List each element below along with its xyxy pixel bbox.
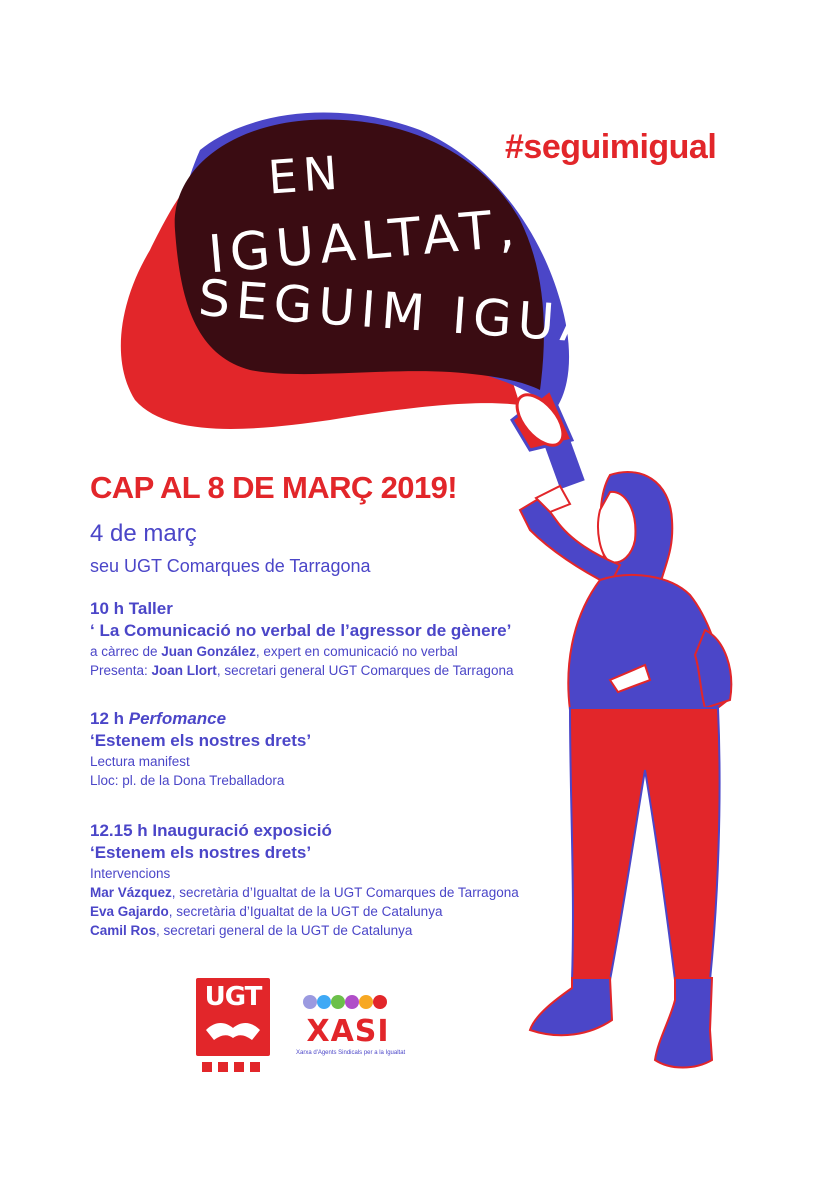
right-shoe-shape [655, 978, 712, 1068]
event-date: 4 de març [90, 520, 197, 547]
hashtag: #seguimigual [505, 128, 717, 166]
xasi-logo-text: XASI [306, 1014, 390, 1049]
block3-title: 12.15 h Inauguració exposició [90, 821, 332, 840]
speaker-name: Mar Vázquez [90, 885, 172, 900]
speaker-name: Eva Gajardo [90, 904, 169, 919]
speaker-row: Eva Gajardo, secretària d’Igualtat de la UGT de Catalunya [90, 904, 443, 919]
block1-line-1: a càrrec de Juan González, expert en comunicació no verbal [90, 644, 458, 659]
left-shoe-shape [530, 978, 612, 1035]
block1-line-2: Presenta: Joan Llort, secretari general UGT Comarques de Tarragona [90, 663, 514, 678]
ugt-logo-text: UGT [204, 982, 262, 1012]
xasi-logo [296, 992, 406, 1062]
trousers-shape [570, 708, 720, 980]
headline: CAP AL 8 DE MARÇ 2019! [90, 470, 457, 505]
block3-subtitle: ‘Estenem els nostres drets’ [90, 843, 312, 862]
ugt-logo [196, 978, 270, 1074]
programme-block-2 [90, 708, 590, 790]
bubble-line-3: SEGUIM IGUAL [196, 268, 637, 358]
speaker-name: Juan González [161, 644, 256, 659]
megaphone-icon [508, 387, 584, 489]
bubble-line-2: IGUALTAT, [205, 198, 523, 286]
programme-block-3 [90, 820, 590, 940]
speaker-row: Camil Ros, secretari general de la UGT de Catalunya [90, 923, 413, 938]
block2-subtitle: ‘Estenem els nostres drets’ [90, 731, 312, 750]
xasi-logo-subtitle: Xarxa d'Agents Sindicals per a la Igualtat [296, 1050, 406, 1056]
block1-subtitle: ‘ La Comunicació no verbal de l’agressor de gènere’ [90, 621, 512, 640]
event-venue: seu UGT Comarques de Tarragona [90, 556, 371, 576]
speaker-row: Mar Vázquez, secretària d’Igualtat de la UGT Comarques de Tarragona [90, 885, 519, 900]
block3-line-1: Intervencions [90, 866, 171, 881]
block2-line-2: Lloc: pl. de la Dona Treballadora [90, 773, 285, 788]
xasi-dots [296, 992, 400, 1012]
bubble-line-1: EN [266, 145, 346, 205]
speaker-name: Joan Llort [151, 663, 217, 678]
programme-block-1 [90, 598, 590, 680]
block2-kind: Perfomance [128, 709, 227, 728]
block2-title: 12 h Perfomance [90, 709, 227, 728]
block2-line-1: Lectura manifest [90, 754, 190, 769]
block1-title: 10 h Taller [90, 599, 173, 618]
speaker-name: Camil Ros [90, 923, 157, 938]
